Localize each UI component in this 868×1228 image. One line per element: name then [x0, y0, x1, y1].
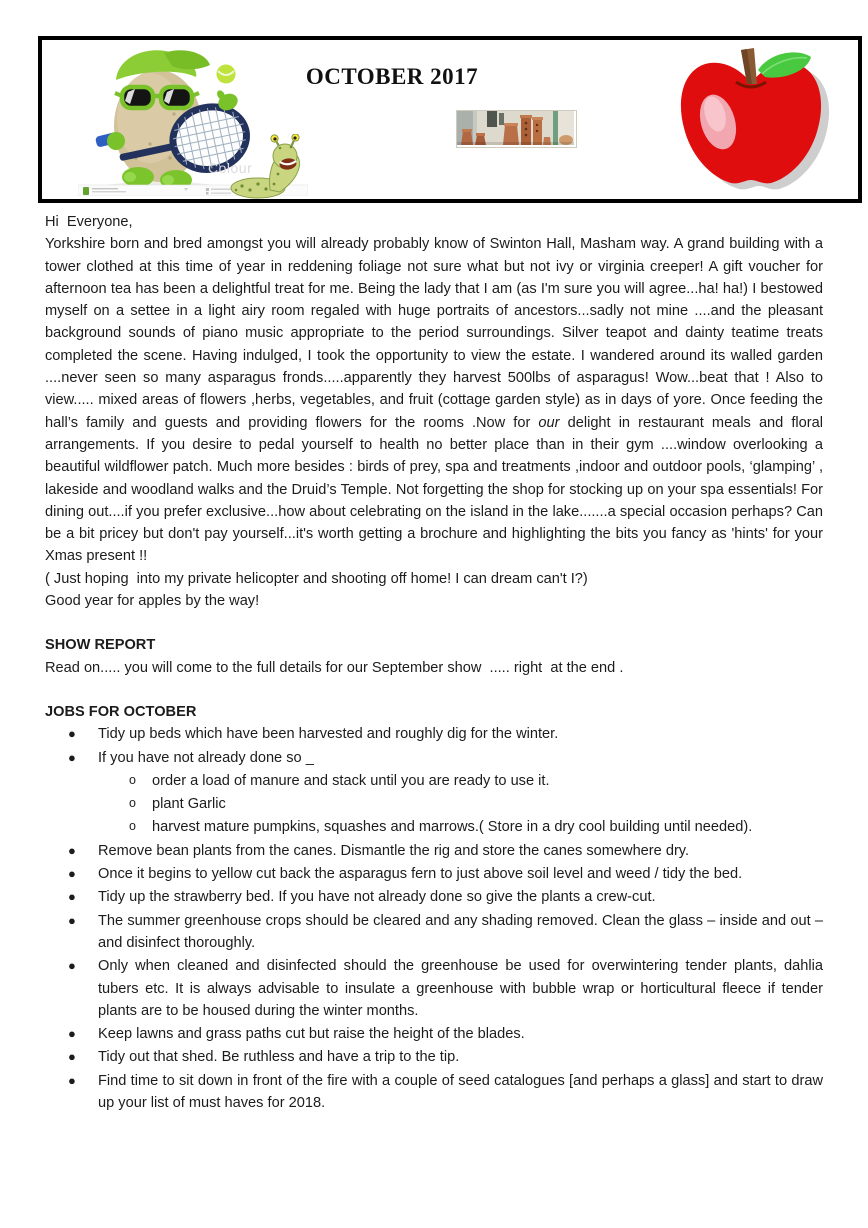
page-title: OCTOBER 2017 [305, 64, 479, 89]
sub-list-item-text: harvest mature pumpkins, squashes and marrows.( Store in a dry cool building until needed). [152, 819, 753, 836]
list-item-text: Tidy out that shed. Be ruthless and have a trip to the tip. [98, 1049, 460, 1066]
list-item-text: Only when cleaned and disinfected should the greenhouse be used for overwintering tender plants, dahlia tubers etc. It is always advisable to insulate a greenhouse with bubble wrap or horticultural fleece if tender plants are to be housed during the winter months. [98, 958, 823, 1019]
jobs-list [45, 723, 823, 1114]
apples-line: Good year for apples by the way! [45, 593, 260, 610]
spacer [45, 612, 823, 634]
intro-italic-word: our [538, 414, 560, 431]
bullet-icon: ● [68, 1049, 76, 1065]
bullet-icon: ● [68, 889, 76, 905]
spacer [45, 679, 823, 701]
list-item-text: Tidy up the strawberry bed. If you have not already done so give the plants a crew-cut. [98, 889, 656, 906]
list-item [45, 1070, 823, 1115]
list-item [45, 863, 823, 885]
list-item [45, 747, 823, 769]
apple-image [670, 42, 834, 200]
list-item [45, 910, 823, 955]
terracotta-pots-icon [457, 111, 574, 145]
sub-bullet-icon: o [129, 772, 136, 787]
intro-text-before: Yorkshire born and bred amongst you will already probably know of Swinton Hall, Masham way. A grand building with a tower clothed at this time of year in reddening foliage not sure what but not ivy or virginia creeper! A gift voucher for afternoon tea has been a delightful treat for me. Being the lady that I am (as I'm sure you will agree...ha! ha!) I bestowed myself on a settee in a light airy room regaled with huge portraits of ancestors...sadly not mine ....and the pleasant background sounds of piano music appropriate to the period surroundings. Silver teapot and dainty teatime treats completed the scene. Having indulged, I took the opportunity to view the estate. I wandered around its walled garden ....never seen so many asparagus fronds.....apparently they harvest 500lbs of asparagus! Wow...beat that ! Also to view..... mixed areas of flowers ,herbs, vegetables, and fruit (cottage garden style) as in days of yore. Once feeding the hall’s family and guests and providing flowers for the rooms .Now for [45, 236, 823, 431]
helicopter-line: ( Just hoping into my private helicopter and shooting off home! I can dream can't I?) [45, 570, 588, 587]
header-banner [38, 36, 862, 203]
stock-watermark-text: Colour [208, 160, 253, 176]
sub-list-item [45, 816, 823, 838]
slug-icon [228, 134, 306, 200]
bullet-icon: ● [68, 912, 76, 928]
pots-photo [456, 110, 577, 148]
list-item-text: If you have not already done so _ [98, 749, 314, 766]
list-item [45, 840, 823, 862]
list-item [45, 1023, 823, 1045]
greeting-line: Hi Everyone, [45, 214, 133, 230]
sub-list-item [45, 770, 823, 792]
bullet-icon: ● [68, 1072, 76, 1088]
list-item-text: Find time to sit down in front of the fire with a couple of seed catalogues [and perhaps a glass] and start to draw up your list of must haves for 2018. [98, 1072, 823, 1111]
bullet-icon: ● [68, 958, 76, 974]
newsletter-body [45, 211, 823, 1115]
bullet-icon: ● [68, 842, 76, 858]
list-item-text: Keep lawns and grass paths cut but raise the height of the blades. [98, 1026, 525, 1043]
list-item-text: The summer greenhouse crops should be cleared and any shading removed. Clean the glass – inside and out – and disinfect thoroughly. [98, 912, 823, 951]
bullet-icon: ● [68, 1026, 76, 1042]
sub-list-item-text: plant Garlic [152, 796, 226, 813]
list-item [45, 1046, 823, 1068]
bullet-icon: ● [68, 726, 76, 742]
sub-list-item [45, 793, 823, 815]
apple-icon [670, 42, 834, 200]
slug-image [228, 134, 306, 200]
show-report-text: Read on..... you will come to the full details for our September show ..... right at the end . [45, 659, 624, 676]
jobs-heading: JOBS FOR OCTOBER [45, 703, 197, 720]
list-item [45, 955, 823, 1022]
intro-text-after: delight in restaurant meals and floral arrangements. If you desire to pedal yourself to health no better place than in their gym ....window overlooking a beautiful wildflower patch. Much more besides : birds of prey, spa and treatments ,indoor and outdoor pools, ‘glamping’ , lakeside and woodland walks and the Druid’s Temple. Not forgetting the shop for stocking up on your spa essentials! For dining out....if you prefer exclusive...how about celebrating on the island in the lake.......a special occasion perhaps? Can be a bit pricey but don't pay yourself...it's worth getting a brochure and highlighting the bits you fancy as 'hints' for your Xmas present !! [45, 414, 824, 565]
sub-bullet-icon: o [129, 819, 136, 834]
list-item-text: Remove bean plants from the canes. Dismantle the rig and store the canes somewhere dry. [98, 842, 690, 859]
show-report-heading: SHOW REPORT [45, 637, 156, 654]
list-item [45, 886, 823, 908]
sub-bullet-icon: o [129, 796, 136, 811]
list-item-text: Tidy up beds which have been harvested and roughly dig for the winter. [98, 726, 559, 743]
bullet-icon: ● [68, 749, 76, 765]
list-item [45, 723, 823, 745]
list-item-text: Once it begins to yellow cut back the asparagus fern to just above soil level and weed / tidy the bed. [98, 866, 743, 883]
bullet-icon: ● [68, 866, 76, 882]
sub-list-item-text: order a load of manure and stack until you are ready to use it. [152, 772, 550, 789]
intro-paragraph [45, 233, 823, 567]
